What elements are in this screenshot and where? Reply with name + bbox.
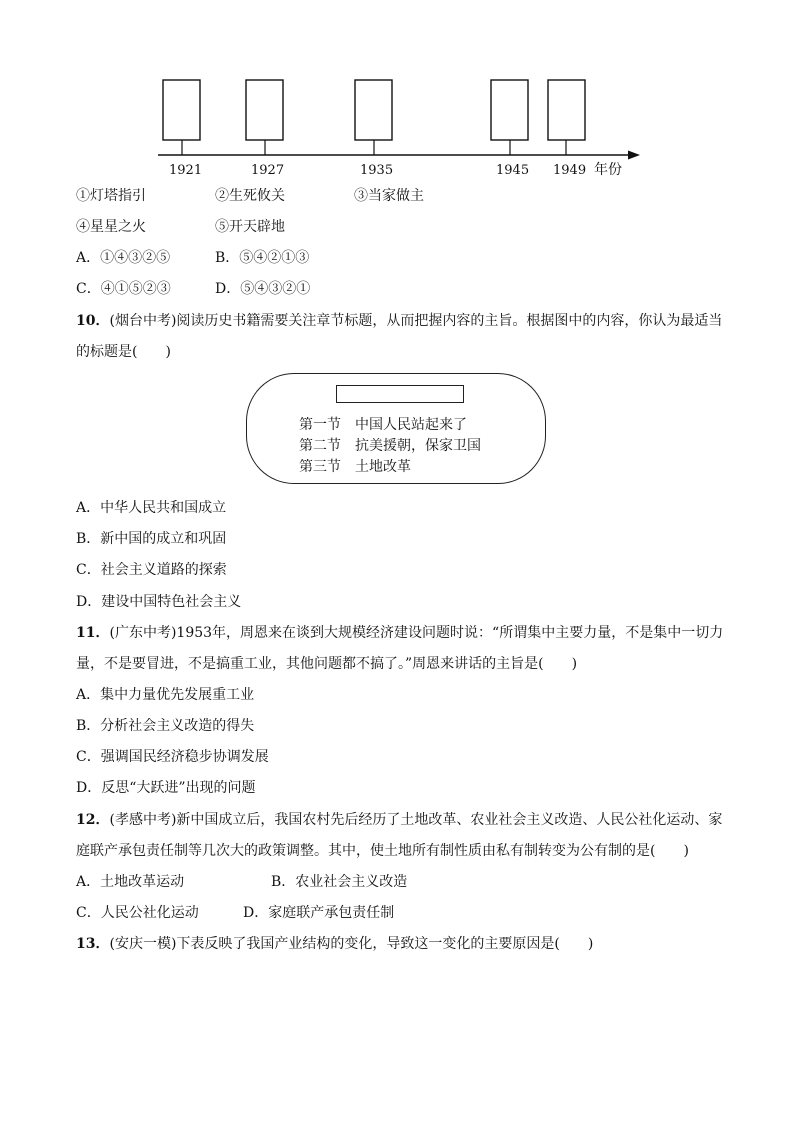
timeline-blank-box-1949 <box>548 80 585 140</box>
timeline-arrow-head <box>628 151 640 160</box>
q10-option-c[interactable]: C．社会主义道路的探索 <box>76 562 227 578</box>
timeline-blank-box-1935 <box>355 80 392 140</box>
timeline-blank-box-1927 <box>246 80 283 140</box>
timeline-blank-box-1921 <box>163 80 200 140</box>
timeline-figure <box>0 0 794 190</box>
timeline-year-1935: 1935 <box>360 163 394 178</box>
q10-section-3: 第三节 土地改革 <box>299 459 411 475</box>
q12-option-b[interactable]: B．农业社会主义改造 <box>271 874 408 890</box>
timeline-year-1945: 1945 <box>496 163 530 178</box>
timeline-year-1927: 1927 <box>251 163 285 178</box>
q10-number: 10． <box>76 313 110 329</box>
timeline-year-1921: 1921 <box>169 163 203 178</box>
q12-option-c[interactable]: C．人民公社化运动 <box>76 905 199 921</box>
q12-stem-text1: (孝感中考)新中国成立后，我国农村先后经历了土地改革、农业社会主义改造、人民公社化运动、家 <box>109 812 723 828</box>
q12-stem-line1 <box>76 810 722 830</box>
q9-item-5: ⑤开天辟地 <box>215 219 285 235</box>
q13-number: 13． <box>76 936 110 952</box>
q11-stem-line2: 量，不是要冒进，不是搞重工业，其他问题都不搞了。”周恩来讲话的主旨是( ) <box>76 656 578 672</box>
timeline-axis-unit: 年份 <box>594 162 622 178</box>
q10-option-b[interactable]: B．新中国的成立和巩固 <box>76 531 227 547</box>
q12-stem-line2: 庭联产承包责任制等几次大的政策调整。其中，使土地所有制性质由私有制转变为公有制的是( ) <box>76 843 689 859</box>
q11-number: 11． <box>76 625 110 641</box>
q11-stem-text1: (广东中考)1953年，周恩来在谈到大规模经济建设问题时说：“所谓集中主要力量，不是集中一切力 <box>109 625 724 641</box>
timeline-connectors <box>182 140 566 155</box>
q9-item-2: ②生死攸关 <box>215 188 285 204</box>
timeline-year-1949: 1949 <box>553 163 587 178</box>
q11-stem-line1 <box>76 623 723 643</box>
q12-number: 12． <box>76 812 110 828</box>
q10-stem-line2: 的标题是( ) <box>76 344 171 360</box>
q10-stem-text1: (烟台中考)阅读历史书籍需要关注章节标题，从而把握内容的主旨。根据图中的内容，你认为最适当 <box>109 313 723 329</box>
q10-section-1: 第一节 中国人民站起来了 <box>299 417 467 433</box>
q11-option-c[interactable]: C．强调国民经济稳步协调发展 <box>76 749 269 765</box>
q10-blank-title-box <box>336 385 464 403</box>
q9-option-a[interactable]: A．①④③②⑤ <box>76 250 171 266</box>
q9-item-3: ③当家做主 <box>354 188 424 204</box>
q9-option-c[interactable]: C．④①⑤②③ <box>76 281 171 297</box>
q13-stem-text1: (安庆一模)下表反映了我国产业结构的变化，导致这一变化的主要原因是( ) <box>109 936 594 952</box>
q9-option-b[interactable]: B．⑤④②①③ <box>215 250 310 266</box>
q12-option-d[interactable]: D．家庭联产承包责任制 <box>243 905 395 921</box>
timeline-blank-box-1945 <box>491 80 528 140</box>
timeline-boxes <box>163 80 585 140</box>
q9-item-1: ①灯塔指引 <box>76 188 146 204</box>
q13-stem-line1 <box>76 934 593 954</box>
q10-section-2: 第二节 抗美援朝，保家卫国 <box>299 438 481 454</box>
q12-option-a[interactable]: A．土地改革运动 <box>76 874 185 890</box>
q10-option-a[interactable]: A．中华人民共和国成立 <box>76 500 227 516</box>
q10-option-d[interactable]: D．建设中国特色社会主义 <box>76 594 242 610</box>
q11-option-a[interactable]: A．集中力量优先发展重工业 <box>76 687 255 703</box>
q10-stem-line1 <box>76 311 722 331</box>
q9-option-d[interactable]: D．⑤④③②① <box>215 281 311 297</box>
q11-option-d[interactable]: D．反思“大跃进”出现的问题 <box>76 780 256 796</box>
q11-option-b[interactable]: B．分析社会主义改造的得失 <box>76 718 255 734</box>
q9-item-4: ④星星之火 <box>76 219 146 235</box>
